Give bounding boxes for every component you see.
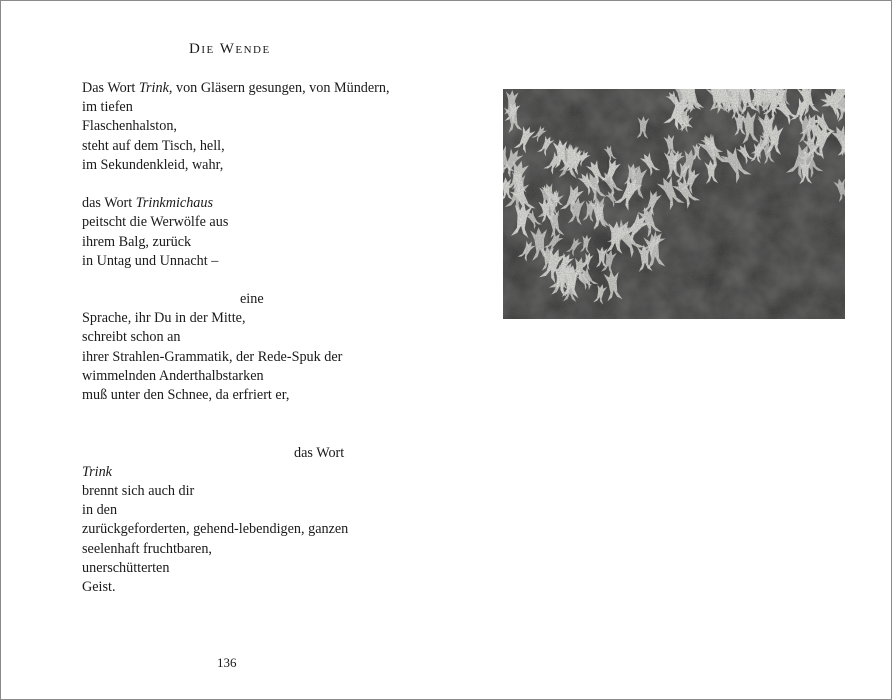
poem-line: das Wort [294, 444, 345, 461]
page-number: 136 [217, 655, 237, 670]
poem-line: schreibt schon an [82, 329, 181, 346]
etching-illustration [503, 89, 845, 319]
stanza-gap [82, 424, 422, 443]
poem-line [82, 463, 422, 482]
poem-line: steht auf dem Tisch, hell, [82, 137, 225, 154]
poem-line [82, 194, 422, 213]
stanza-gap [82, 405, 422, 424]
poem-line: eine [240, 291, 264, 308]
poem-line: Flaschenhalston, [82, 118, 177, 135]
poem-line: brennt sich auch dir [82, 482, 195, 499]
poem-text: Das Wort [82, 80, 139, 96]
poem-line [82, 79, 422, 98]
poem-line: zurückgeforderten, gehend-lebendigen, ganzen [82, 521, 349, 538]
poem-line: im tiefen [82, 99, 133, 116]
poem-line: Geist. [82, 578, 116, 595]
poem-line: muß unter den Schnee, da erfriert er, [82, 387, 290, 403]
poem-emphasis: Trink [82, 463, 112, 480]
etching-figures-image [503, 89, 845, 319]
poem-line: seelenhaft fruchtbaren, [82, 540, 212, 557]
poem-emphasis: Trink, [138, 80, 173, 96]
poem-text: das Wort [82, 195, 136, 212]
poem-line: in den [82, 502, 118, 519]
stanza-gap [82, 175, 422, 194]
poem-line: im Sekundenkleid, wahr, [82, 156, 224, 173]
poem-line: ihrem Balg, zurück [82, 233, 192, 250]
poem-title: Die Wende [189, 41, 271, 57]
poem-line: ihrer Strahlen-Grammatik, der Rede-Spuk der [82, 348, 343, 365]
poem-line: unerschütterten [82, 559, 170, 576]
poem-line: Sprache, ihr Du in der Mitte, [82, 310, 246, 327]
poem-emphasis: Trinkmichaus [135, 195, 214, 212]
poem-line: wimmelnden Anderthalbstarken [82, 367, 264, 384]
poem-line: in Untag und Unnacht – [82, 252, 219, 269]
poem-line: peitscht die Werwölfe aus [82, 214, 229, 231]
poem-text: von Gläsern gesungen, von Mündern, [172, 80, 390, 96]
poem-body [82, 79, 422, 597]
stanza-gap [82, 271, 422, 290]
